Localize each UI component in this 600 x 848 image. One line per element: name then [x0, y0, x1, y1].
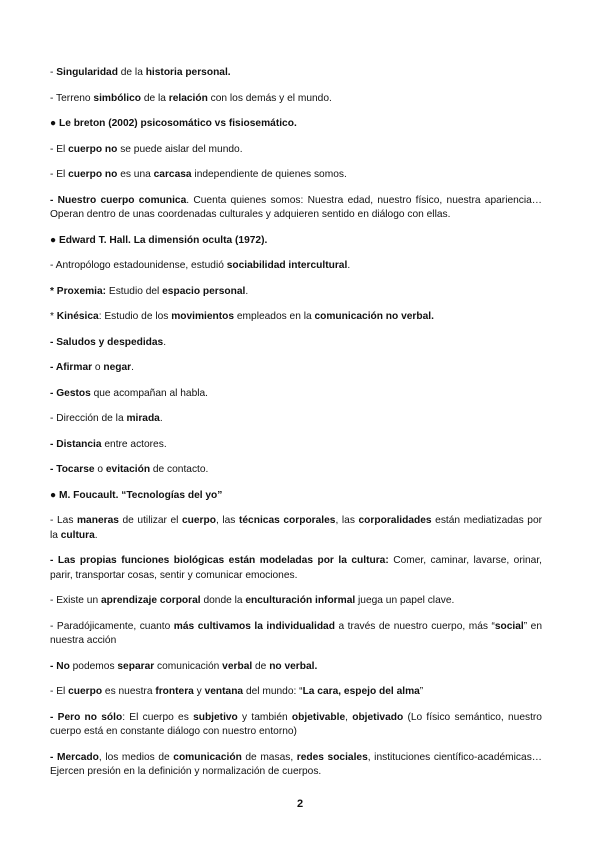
- text: ”: [419, 686, 424, 697]
- bold-text: cuerpo: [181, 515, 216, 526]
- bold-text: - Pero no sólo: [50, 711, 123, 723]
- text: -: [50, 67, 57, 78]
- bold-text: redes sociales: [296, 751, 368, 763]
- bold-text: frontera: [155, 686, 194, 697]
- text: - Terreno: [50, 92, 94, 104]
- bold-text: - Distancia: [50, 438, 102, 450]
- text: de masas,: [241, 751, 297, 763]
- paragraph: [50, 438, 542, 453]
- text: Comer, caminar, lavarse, orinar, parir, transportar cosas, sentir y comunicar emociones.: [50, 555, 542, 581]
- paragraph: [50, 143, 542, 158]
- text: . Cuenta quienes somos: Nuestra edad, nuestro físico, nuestra apariencia… Operan dentro de unas coordenadas culturales y adquieren sentido en diálogo con ellas.: [50, 194, 542, 220]
- paragraph: [50, 685, 542, 700]
- bold-text: movimientos: [171, 311, 235, 322]
- text: .: [347, 260, 351, 271]
- page-number: 2: [296, 798, 304, 810]
- bold-text: más cultivamos la individualidad: [173, 620, 335, 632]
- text: es una: [117, 169, 154, 180]
- text: que acompañan al habla.: [90, 387, 209, 399]
- paragraph: [50, 259, 542, 274]
- text: o: [92, 362, 104, 373]
- bold-text: comunicación no verbal.: [314, 311, 434, 322]
- text: de contacto.: [150, 464, 209, 475]
- bold-text: - Afirmar: [50, 362, 93, 373]
- bold-text: cuerpo: [68, 686, 103, 697]
- bold-text: - Mercado: [50, 751, 99, 763]
- paragraph: [50, 285, 542, 300]
- text: comunicación: [154, 660, 223, 672]
- text: , las: [335, 515, 359, 526]
- text: de la: [140, 92, 169, 104]
- text: de utilizar el: [118, 515, 182, 526]
- text: *: [50, 311, 57, 322]
- paragraph: [50, 751, 542, 780]
- paragraph: [50, 554, 542, 583]
- bold-text: Kinésica: [56, 311, 99, 322]
- paragraph: [50, 620, 542, 649]
- text: es nuestra: [102, 686, 156, 697]
- text: independiente de quienes somos.: [191, 169, 347, 180]
- bold-text: - Nuestro cuerpo comunica: [50, 194, 187, 206]
- text: - El: [50, 169, 69, 180]
- text: .: [245, 285, 249, 297]
- text: - Existe un: [50, 595, 101, 606]
- text: podemos: [69, 660, 118, 672]
- bold-text: evitación: [105, 464, 151, 475]
- text: donde la: [200, 595, 246, 606]
- bold-text: cultura: [60, 529, 95, 541]
- text: .: [159, 413, 163, 424]
- bold-text: simbólico: [93, 92, 141, 104]
- text: - Paradójicamente, cuanto: [50, 620, 174, 632]
- bold-text: historia personal.: [145, 67, 231, 78]
- text: : El cuerpo es: [122, 711, 194, 723]
- bold-text: social: [494, 620, 524, 632]
- bold-text: técnicas corporales: [239, 515, 336, 526]
- text: a través de nuestro cuerpo, más “: [334, 620, 495, 632]
- paragraph: [50, 361, 542, 376]
- text: .: [163, 336, 167, 348]
- text: , las: [215, 515, 239, 526]
- paragraph: [50, 66, 542, 81]
- paragraph: [50, 336, 542, 351]
- text: o: [94, 464, 106, 475]
- bold-text: cuerpo no: [68, 143, 118, 155]
- text: Estudio del: [106, 285, 163, 297]
- bold-text: enculturación informal: [245, 595, 356, 606]
- bold-text: La cara, espejo del alma: [302, 686, 420, 697]
- bold-text: ● M. Foucault. “Tecnologías del yo”: [50, 489, 223, 501]
- paragraph: [50, 660, 542, 675]
- bold-text: comunicación: [173, 751, 242, 763]
- text: con los demás y el mundo.: [207, 92, 332, 104]
- paragraph: [50, 489, 542, 504]
- bold-text: corporalidades: [358, 515, 432, 526]
- text: están mediatizadas por la: [50, 515, 543, 541]
- text: ” en nuestra acción: [50, 620, 542, 646]
- text: - Antropólogo estadounidense, estudió: [50, 260, 227, 271]
- bold-text: ● Edward T. Hall. La dimensión oculta (1972).: [50, 234, 268, 246]
- bold-text: - Las propias funciones biológicas están modeladas por la cultura:: [50, 555, 389, 566]
- bold-text: no verbal.: [269, 660, 318, 672]
- bold-text: negar: [103, 362, 132, 373]
- text: (Lo físico semántico, nuestro cuerpo está en constante diálogo con nuestro entorno): [50, 711, 542, 737]
- bold-text: cuerpo no: [68, 169, 118, 180]
- bold-text: - Saludos y despedidas: [50, 336, 164, 348]
- text: de la: [117, 67, 146, 78]
- text: - El: [50, 686, 69, 697]
- text: - Dirección de la: [50, 413, 127, 424]
- paragraph: [50, 194, 542, 223]
- paragraph: [50, 117, 542, 132]
- paragraph: [50, 310, 542, 325]
- bold-text: mirada: [126, 413, 160, 424]
- paragraph: [50, 463, 542, 478]
- text: juega un papel clave.: [355, 595, 455, 606]
- text: del mundo: “: [243, 686, 303, 697]
- bold-text: sociabilidad intercultural: [226, 260, 348, 271]
- text: - El: [50, 143, 69, 155]
- bold-text: espacio personal: [162, 285, 246, 297]
- text: , los medios de: [98, 751, 174, 763]
- bold-text: subjetivo: [193, 711, 238, 723]
- paragraph: [50, 594, 542, 609]
- text: : Estudio de los: [98, 311, 172, 322]
- bold-text: relación: [168, 92, 208, 104]
- text: , instituciones científico-académicas… Ejercen presión en la definición y normalización de cuerpos.: [50, 751, 542, 777]
- text: empleados en la: [234, 311, 315, 322]
- paragraph: [50, 387, 542, 402]
- paragraph: [50, 92, 542, 107]
- paragraph: [50, 514, 542, 543]
- paragraph: [50, 412, 542, 427]
- text: ,: [345, 711, 353, 723]
- bold-text: - Tocarse: [50, 464, 95, 475]
- paragraph: [50, 234, 542, 249]
- paragraph: [50, 168, 542, 183]
- text: de: [252, 660, 270, 672]
- document-body: [50, 66, 542, 791]
- bold-text: carcasa: [153, 169, 192, 180]
- bold-text: aprendizaje corporal: [100, 595, 201, 606]
- text: - Las: [50, 515, 77, 526]
- bold-text: Singularidad: [56, 67, 118, 78]
- text: y: [193, 686, 205, 697]
- bold-text: ventana: [204, 686, 244, 697]
- bold-text: separar: [117, 660, 155, 672]
- bold-text: * Proxemia:: [50, 285, 107, 297]
- text: .: [131, 362, 134, 373]
- bold-text: - Gestos: [50, 387, 91, 399]
- bold-text: verbal: [222, 660, 253, 672]
- bold-text: - No: [50, 660, 70, 672]
- text: entre actores.: [101, 438, 167, 450]
- bold-text: objetivable: [291, 711, 346, 723]
- text: se puede aislar del mundo.: [117, 143, 243, 155]
- bold-text: objetivado: [352, 711, 404, 723]
- text: y también: [237, 711, 292, 723]
- text: .: [94, 529, 98, 541]
- bold-text: maneras: [77, 515, 119, 526]
- bold-text: ● Le breton (2002) psicosomático vs fisiosemático.: [50, 118, 297, 129]
- paragraph: [50, 711, 542, 740]
